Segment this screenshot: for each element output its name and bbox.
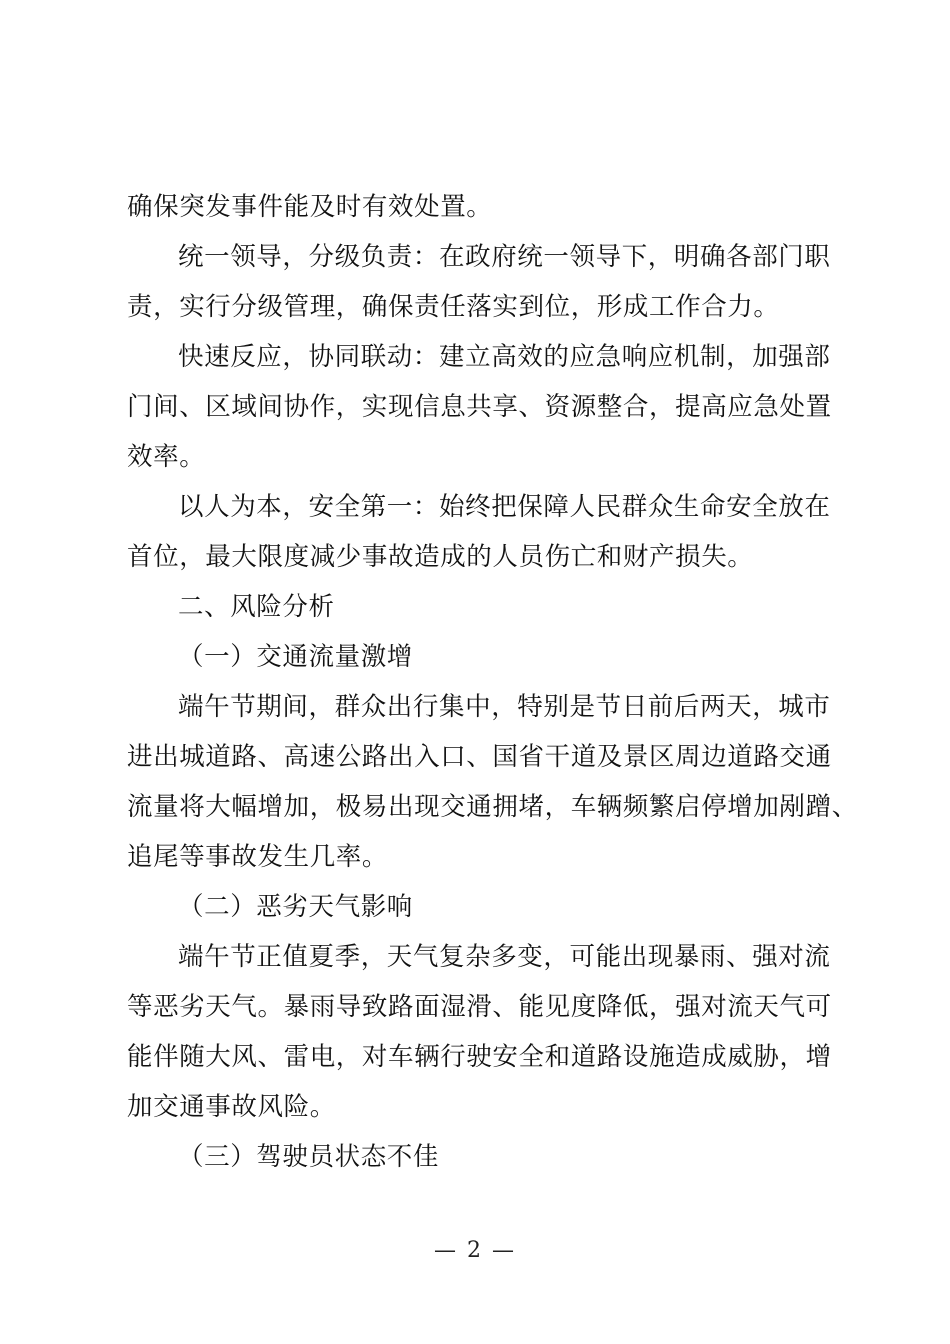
text-line: 统一领导，分级负责：在政府统一领导下，明确各部门职 xyxy=(178,242,831,272)
text-line: 加交通事故风险。 xyxy=(127,1092,336,1122)
text-line: 流量将大幅增加，极易出现交通拥堵，车辆频繁启停增加剐蹭、 xyxy=(127,792,858,822)
text-line: 确保突发事件能及时有效处置。 xyxy=(127,192,493,222)
text-line: 门间、区域间协作，实现信息共享、资源整合，提高应急处置 xyxy=(127,392,832,422)
subsection-heading: （二）恶劣天气影响 xyxy=(178,892,413,922)
text-line: 首位，最大限度减少事故造成的人员伤亡和财产损失。 xyxy=(127,542,754,572)
subsection-heading: （一）交通流量激增 xyxy=(178,642,413,672)
text-line: 端午节正值夏季，天气复杂多变，可能出现暴雨、强对流 xyxy=(178,942,831,972)
text-line: 效率。 xyxy=(127,442,206,472)
text-line: 进出城道路、高速公路出入口、国省干道及景区周边道路交通 xyxy=(127,742,832,772)
text-line: 端午节期间，群众出行集中，特别是节日前后两天，城市 xyxy=(178,692,831,722)
text-line: 责，实行分级管理，确保责任落实到位，形成工作合力。 xyxy=(127,292,780,322)
text-line: 能伴随大风、雷电，对车辆行驶安全和道路设施造成威胁，增 xyxy=(127,1042,832,1072)
text-line: 快速反应，协同联动：建立高效的应急响应机制，加强部 xyxy=(178,342,831,372)
text-line: 等恶劣天气。暴雨导致路面湿滑、能见度降低，强对流天气可 xyxy=(127,992,832,1022)
text-line: 追尾等事故发生几率。 xyxy=(127,842,389,872)
subsection-heading: （三）驾驶员状态不佳 xyxy=(178,1142,440,1172)
page-number: — 2 — xyxy=(434,1238,516,1263)
section-heading: 二、风险分析 xyxy=(178,592,335,622)
text-line: 以人为本，安全第一：始终把保障人民群众生命安全放在 xyxy=(178,492,831,522)
